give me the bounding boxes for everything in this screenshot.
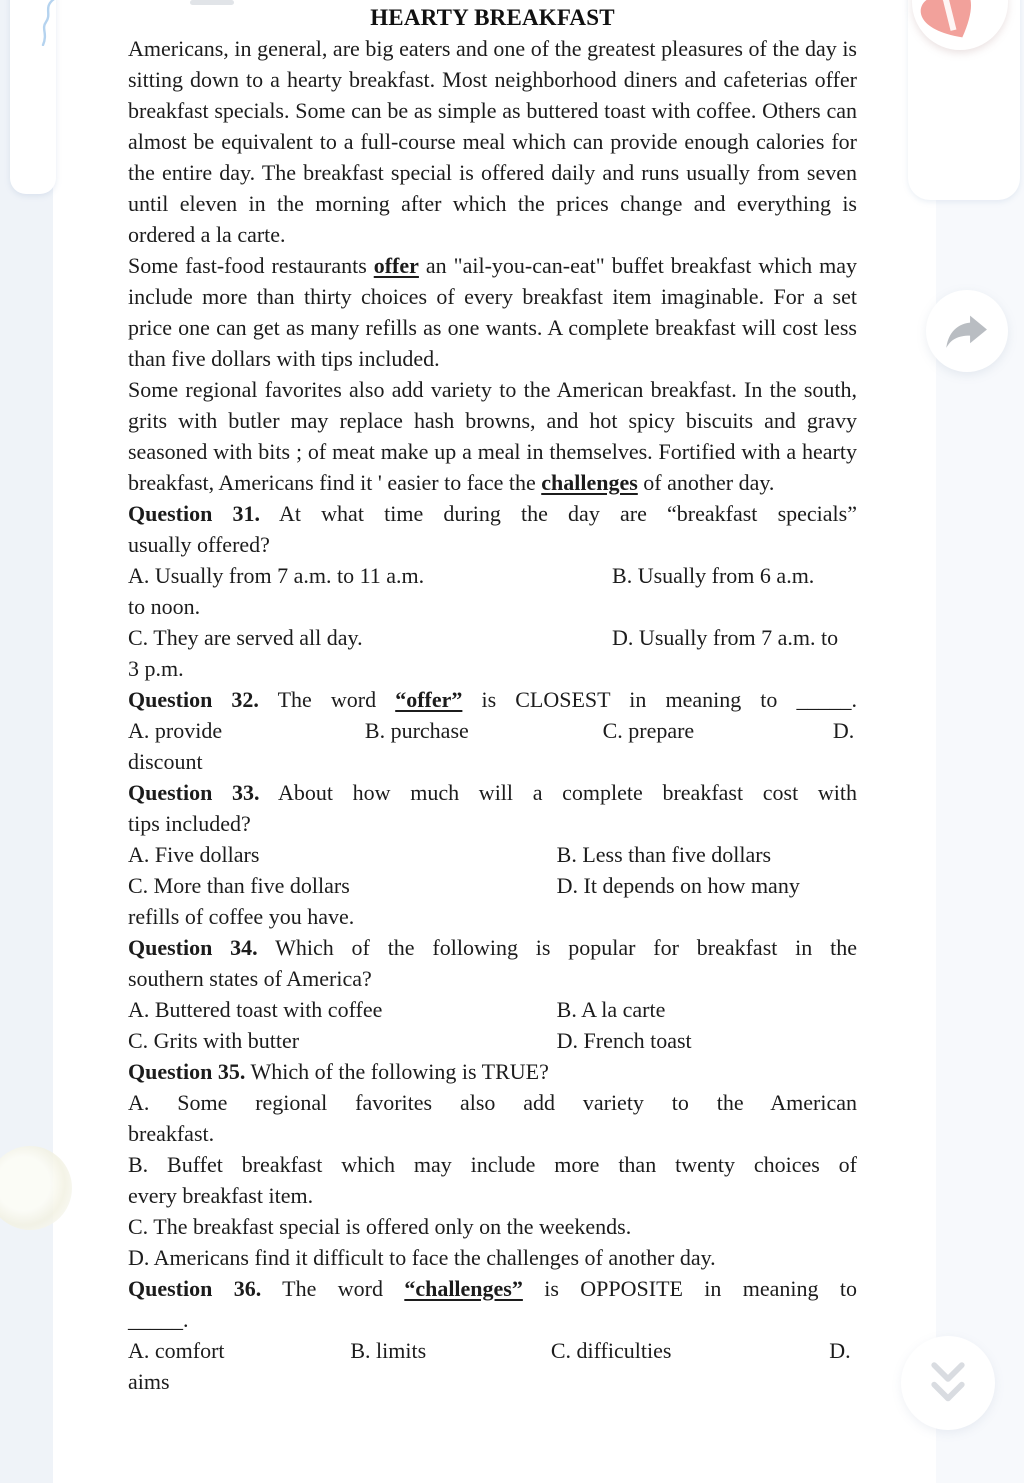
answer-option (829, 1335, 857, 1366)
text-segment: B. purchase (364, 718, 469, 743)
text-segment: D. (832, 718, 855, 743)
question-line (128, 591, 857, 622)
question-line (128, 932, 857, 963)
line-text (128, 1149, 857, 1180)
answer-option (350, 1335, 550, 1366)
text-segment: C. Grits with butter (128, 1028, 300, 1053)
text-segment: D. It depends on how many (556, 873, 800, 898)
text-segment: refills of coffee you have. (128, 904, 355, 929)
text-segment: C. The breakfast special is offered only on the weekends. (128, 1214, 632, 1239)
question-line (128, 777, 857, 808)
question-block (128, 684, 857, 777)
passage-paragraph (128, 33, 857, 250)
text-segment: southern states of America? (128, 966, 372, 991)
question-line (128, 963, 857, 994)
document-page (53, 0, 936, 1483)
question-line (128, 808, 857, 839)
emphasized-word: “offer” (395, 687, 463, 712)
emphasized-word: offer (373, 253, 419, 278)
answer-option (557, 839, 857, 870)
text-segment: Some fast-food restaurants (128, 253, 374, 278)
emphasized-word: “challenges” (404, 1276, 523, 1301)
emphasized-word: Question 34. (128, 935, 258, 960)
question-line (128, 653, 857, 684)
line-text (128, 498, 857, 529)
answer-option (612, 560, 857, 591)
question-block (128, 1056, 857, 1273)
background-strip-right (936, 0, 1024, 1483)
text-segment: C. prepare (602, 718, 695, 743)
line-text (128, 777, 857, 808)
question-line (128, 1304, 857, 1335)
text-segment: A. Usually from 7 a.m. to 11 a.m. (128, 563, 425, 588)
option-row (128, 715, 857, 746)
answer-option (128, 1025, 557, 1056)
question-line (128, 1056, 857, 1087)
question-line (128, 901, 857, 932)
scroll-down-button[interactable] (901, 1336, 995, 1430)
text-segment: B. Usually from 6 a.m. (612, 563, 815, 588)
line-text (128, 1304, 857, 1335)
text-segment: A. Some regional favorites also add variety to the American (128, 1090, 857, 1115)
passage-paragraph (128, 250, 857, 374)
answer-option (128, 870, 557, 901)
line-text (128, 1211, 857, 1242)
text-segment: D. Americans find it difficult to face the challenges of another day. (128, 1245, 716, 1270)
emphasized-word: Question 33. (128, 780, 260, 805)
text-segment: B. Buffet breakfast which may include more than twenty choices of (128, 1152, 857, 1177)
answer-option (557, 994, 857, 1025)
line-text (128, 1366, 857, 1397)
scan-artifact (190, 0, 234, 5)
option-row (128, 622, 857, 653)
text-segment: usually offered? (128, 532, 270, 557)
answer-option (551, 1335, 829, 1366)
heart-reaction-icon (920, 0, 984, 48)
answer-option (603, 715, 833, 746)
question-line (128, 1118, 857, 1149)
share-forward-icon (944, 312, 990, 350)
question-block (128, 932, 857, 1056)
answer-option (128, 994, 557, 1025)
option-row (128, 1025, 857, 1056)
answer-option (833, 715, 857, 746)
text-segment: an "ail-you-can-eat" buffet breakfast which may include more than thirty choices of every breakfast item imaginable. For a set price one can get as many refills as one wants. A complete breakfast will cost less than five dollars with tips included. (128, 253, 857, 371)
text-segment: every breakfast item. (128, 1183, 314, 1208)
share-button[interactable] (926, 290, 1008, 372)
question-line (128, 1149, 857, 1180)
answer-option (128, 622, 612, 653)
emphasized-word: Question 31. (128, 501, 261, 526)
option-row (128, 560, 857, 591)
text-segment: D. French toast (556, 1028, 692, 1053)
scribble-icon (36, 0, 62, 46)
question-block (128, 777, 857, 932)
line-text (128, 1087, 857, 1118)
text-segment: C. More than five dollars (128, 873, 350, 898)
text-segment: Which of the following is TRUE? (245, 1059, 549, 1084)
line-text (128, 901, 857, 932)
text-segment: The word (261, 1276, 405, 1301)
emphasized-word: Question 36. (128, 1276, 262, 1301)
option-row (128, 870, 857, 901)
text-segment: 3 p.m. (128, 656, 184, 681)
answer-option (128, 560, 612, 591)
line-text (128, 808, 857, 839)
line-text (128, 684, 857, 715)
text-segment: is OPPOSITE in meaning to (522, 1276, 857, 1301)
line-text (128, 746, 857, 777)
text-segment: Americans, in general, are big eaters and one of the greatest pleasures of the day is sitting down to a hearty breakfast. Most neighborhood diners and cafeterias offer breakfast specials. Some can be as simple as buttered toast with coffee. Others can almost be equivalent to a full-course meal which can provide enough calories for the entire day. The breakfast special is offered daily and runs usually from seven until eleven in the morning after which the prices change and everything is ordered a la carte. (128, 36, 857, 247)
text-segment: breakfast. (128, 1121, 215, 1146)
line-text (128, 1056, 857, 1087)
question-line (128, 1242, 857, 1273)
question-line (128, 1366, 857, 1397)
text-segment: A. Five dollars (128, 842, 260, 867)
text-segment: B. Less than five dollars (556, 842, 772, 867)
text-segment: About how much will a complete breakfast cost with (259, 780, 857, 805)
line-text (128, 1118, 857, 1149)
double-chevron-down-icon (922, 1360, 974, 1406)
text-segment: of another day. (637, 470, 775, 495)
text-segment: C. difficulties (550, 1338, 672, 1363)
answer-option (365, 715, 603, 746)
emphasized-word: Question 32. (128, 687, 259, 712)
line-text (128, 653, 857, 684)
option-row (128, 1335, 857, 1366)
answer-option (128, 839, 557, 870)
line-text (128, 1242, 857, 1273)
line-text (128, 591, 857, 622)
answer-option (128, 715, 365, 746)
text-segment: B. A la carte (556, 997, 666, 1022)
question-line (128, 498, 857, 529)
line-text (128, 529, 857, 560)
text-segment: D. (829, 1338, 851, 1363)
text-segment: discount (128, 749, 203, 774)
background-strip-left (0, 0, 53, 1483)
emphasized-word: challenges (541, 470, 638, 495)
option-row (128, 994, 857, 1025)
text-segment: aims (128, 1369, 170, 1394)
line-text (128, 932, 857, 963)
question-line (128, 529, 857, 560)
text-segment: The word (258, 687, 396, 712)
question-line (128, 1180, 857, 1211)
question-block (128, 1273, 857, 1397)
text-segment: to noon. (128, 594, 201, 619)
text-segment: is CLOSEST in meaning to _____. (462, 687, 857, 712)
text-segment: D. Usually from 7 a.m. to (612, 625, 839, 650)
question-line (128, 1211, 857, 1242)
text-segment: C. They are served all day. (128, 625, 363, 650)
question-line (128, 1087, 857, 1118)
question-line (128, 1273, 857, 1304)
text-segment: A. comfort (128, 1338, 225, 1363)
line-text (128, 1273, 857, 1304)
document-title: HEARTY BREAKFAST (370, 5, 615, 30)
text-segment: tips included? (128, 811, 251, 836)
question-line (128, 746, 857, 777)
line-text (128, 1180, 857, 1211)
text-segment: Some regional favorites also add variety to the American breakfast. In the south, grits with butler may replace hash browns, and hot spicy biscuits and gravy seasoned with bits ; of meat make up a meal in themselves. Fortified with a hearty breakfast, Americans find it ' easier to face the (128, 377, 857, 495)
option-row (128, 839, 857, 870)
question-line (128, 684, 857, 715)
text-segment: At what time during the day are “breakfast specials” (260, 501, 857, 526)
passage-paragraph (128, 374, 857, 498)
line-text (128, 963, 857, 994)
answer-option (557, 870, 857, 901)
text-segment: Which of the following is popular for breakfast in the (257, 935, 857, 960)
answer-option (557, 1025, 857, 1056)
document-body (128, 33, 857, 1397)
answer-option (612, 622, 857, 653)
answer-option (128, 1335, 350, 1366)
question-block (128, 498, 857, 684)
text-segment: A. Buttered toast with coffee (128, 997, 383, 1022)
emphasized-word: Question 35. (128, 1059, 246, 1084)
text-segment: _____. (128, 1307, 189, 1332)
text-segment: B. limits (350, 1338, 427, 1363)
text-segment: A. provide (128, 718, 223, 743)
